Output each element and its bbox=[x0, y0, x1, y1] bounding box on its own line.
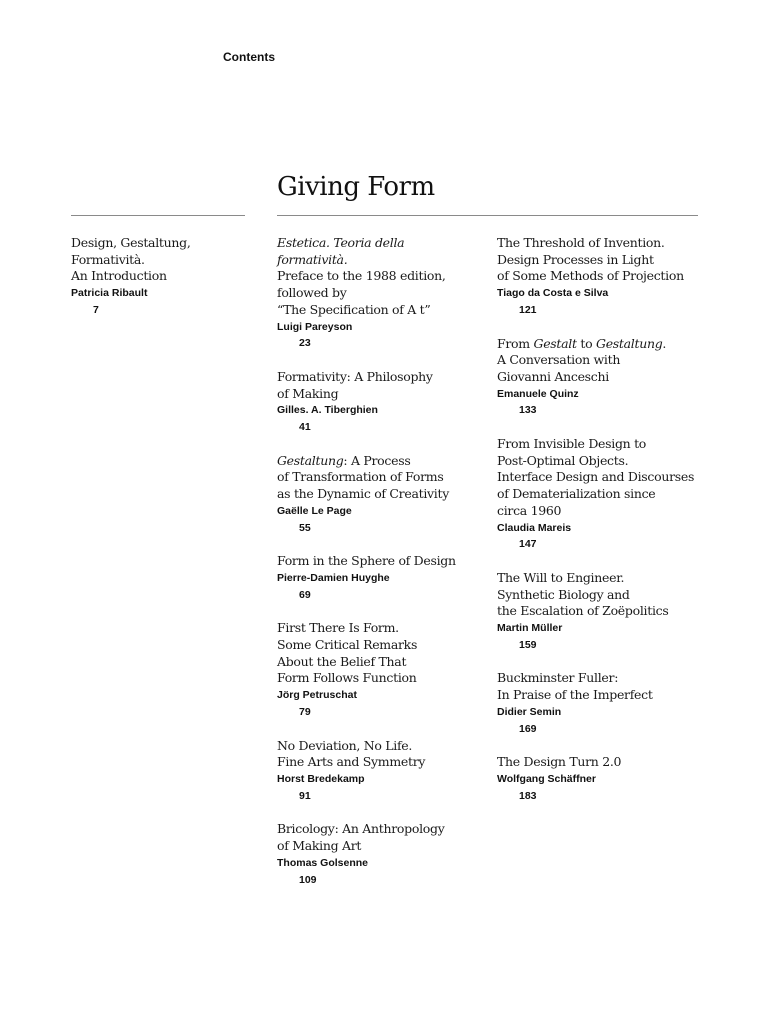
entry-title-line: followed by bbox=[277, 285, 347, 301]
entry-title-line: Giovanni Anceschi bbox=[497, 368, 609, 384]
entry-title-line: No Deviation, No Life. bbox=[277, 737, 413, 753]
entry-title-line: The Will to Engineer. bbox=[497, 569, 625, 585]
entry-title-line: Formativity: A Philosophy bbox=[277, 368, 433, 384]
entry-page-number: 41 bbox=[299, 421, 311, 434]
entry-author: Emanuele Quinz bbox=[497, 387, 579, 400]
entry-page-number: 109 bbox=[299, 873, 317, 886]
entry-title-line: Fine Arts and Symmetry bbox=[277, 754, 426, 770]
entry-author: Patricia Ribault bbox=[71, 287, 148, 300]
entry-page-number: 183 bbox=[519, 789, 537, 802]
entry-title-line: the Escalation of Zoëpolitics bbox=[497, 603, 669, 619]
divider-left bbox=[71, 215, 245, 216]
entry-author: Didier Semin bbox=[497, 705, 562, 718]
toc-entry[interactable] bbox=[497, 336, 717, 420]
entry-title-line: First There Is Form. bbox=[277, 620, 399, 636]
entry-title-line: Bricology: An Anthropology bbox=[277, 821, 445, 837]
entry-author: Horst Bredekamp bbox=[277, 772, 365, 785]
entry-page-number: 55 bbox=[299, 521, 311, 534]
entry-title-line: The Threshold of Invention. bbox=[497, 235, 665, 250]
entry-title-line: Synthetic Biology and bbox=[497, 586, 630, 602]
entry-title-line: Form Follows Function bbox=[277, 670, 417, 686]
entry-title-line: formatività. bbox=[277, 251, 348, 267]
divider-right bbox=[277, 215, 698, 216]
entry-title-line: Design Processes in Light bbox=[497, 251, 654, 267]
toc-entry[interactable] bbox=[277, 821, 487, 888]
entry-title-line: From Gestalt to Gestaltung. bbox=[497, 335, 667, 351]
entry-author: Thomas Golsenne bbox=[277, 856, 369, 869]
entry-title-line: of Making Art bbox=[277, 838, 362, 854]
entry-page-number: 91 bbox=[299, 789, 311, 802]
entry-title-line: of Making bbox=[277, 385, 339, 401]
entry-page-number: 169 bbox=[519, 722, 537, 735]
entry-title-line: Formatività. bbox=[71, 251, 145, 267]
entry-title-line: Form in the Sphere of Design bbox=[277, 553, 456, 569]
entry-title-line: A Conversation with bbox=[497, 352, 621, 368]
entry-author: Luigi Pareyson bbox=[277, 320, 353, 333]
toc-entry[interactable] bbox=[277, 553, 487, 603]
toc-entry[interactable] bbox=[277, 453, 487, 537]
toc-entry[interactable] bbox=[277, 235, 487, 352]
entry-page-number: 133 bbox=[519, 404, 537, 417]
toc-entry[interactable] bbox=[497, 436, 717, 553]
entry-title-line: Some Critical Remarks bbox=[277, 637, 418, 653]
entry-author: Claudia Mareis bbox=[497, 521, 572, 534]
entry-page-number: 159 bbox=[519, 638, 537, 651]
entry-page-number: 7 bbox=[93, 303, 99, 316]
entry-title-line: From Invisible Design to bbox=[497, 436, 647, 452]
book-title: Giving Form bbox=[277, 172, 435, 202]
entry-page-number: 147 bbox=[519, 538, 537, 551]
entry-author: Gaëlle Le Page bbox=[277, 504, 352, 517]
entry-author: Tiago da Costa e Silva bbox=[497, 287, 609, 300]
entry-page-number: 23 bbox=[299, 337, 311, 350]
entry-title-line: Buckminster Fuller: bbox=[497, 670, 619, 686]
entry-title-line: Gestaltung: A Process bbox=[277, 452, 411, 468]
toc-column-2 bbox=[277, 235, 487, 905]
toc-entry[interactable] bbox=[497, 670, 717, 737]
toc-entry[interactable] bbox=[277, 620, 487, 720]
entry-title-line: Estetica. Teoria della bbox=[277, 235, 405, 250]
toc-entry[interactable] bbox=[71, 235, 261, 319]
entry-title-line: Post-Optimal Objects. bbox=[497, 452, 629, 468]
entry-author: Gilles. A. Tiberghien bbox=[277, 404, 378, 417]
toc-entry[interactable] bbox=[277, 369, 487, 436]
entry-title-line: of Some Methods of Projection bbox=[497, 268, 684, 284]
toc-entry[interactable] bbox=[277, 738, 487, 805]
contents-label: Contents bbox=[223, 50, 275, 64]
entry-title-line: Preface to the 1988 edition, bbox=[277, 268, 446, 284]
entry-author: Martin Müller bbox=[497, 622, 563, 635]
entry-title-line: Interface Design and Discourses bbox=[497, 469, 695, 485]
entry-page-number: 69 bbox=[299, 588, 311, 601]
entry-title-line: “The Specification of A t” bbox=[277, 301, 431, 317]
entry-title-line: About the Belief That bbox=[277, 653, 407, 669]
entry-title-line: An Introduction bbox=[71, 268, 167, 284]
entry-page-number: 79 bbox=[299, 705, 311, 718]
entry-title-line: of Transformation of Forms bbox=[277, 469, 444, 485]
entry-title-line: The Design Turn 2.0 bbox=[497, 754, 622, 770]
toc-column-3 bbox=[497, 235, 717, 821]
toc-entry[interactable] bbox=[497, 235, 717, 319]
toc-entry[interactable] bbox=[497, 570, 717, 654]
entry-author: Pierre-Damien Huyghe bbox=[277, 571, 390, 584]
entry-title-line: In Praise of the Imperfect bbox=[497, 687, 653, 703]
entry-title-line: circa 1960 bbox=[497, 502, 562, 518]
entry-title-line: as the Dynamic of Creativity bbox=[277, 486, 449, 502]
entry-page-number: 121 bbox=[519, 303, 537, 316]
toc-entry[interactable] bbox=[497, 754, 717, 804]
entry-author: Wolfgang Schäffner bbox=[497, 772, 596, 785]
toc-column-1 bbox=[71, 235, 261, 336]
entry-author: Jörg Petruschat bbox=[277, 689, 357, 702]
entry-title-line: Design, Gestaltung, bbox=[71, 235, 191, 250]
entry-title-line: of Dematerialization since bbox=[497, 486, 656, 502]
